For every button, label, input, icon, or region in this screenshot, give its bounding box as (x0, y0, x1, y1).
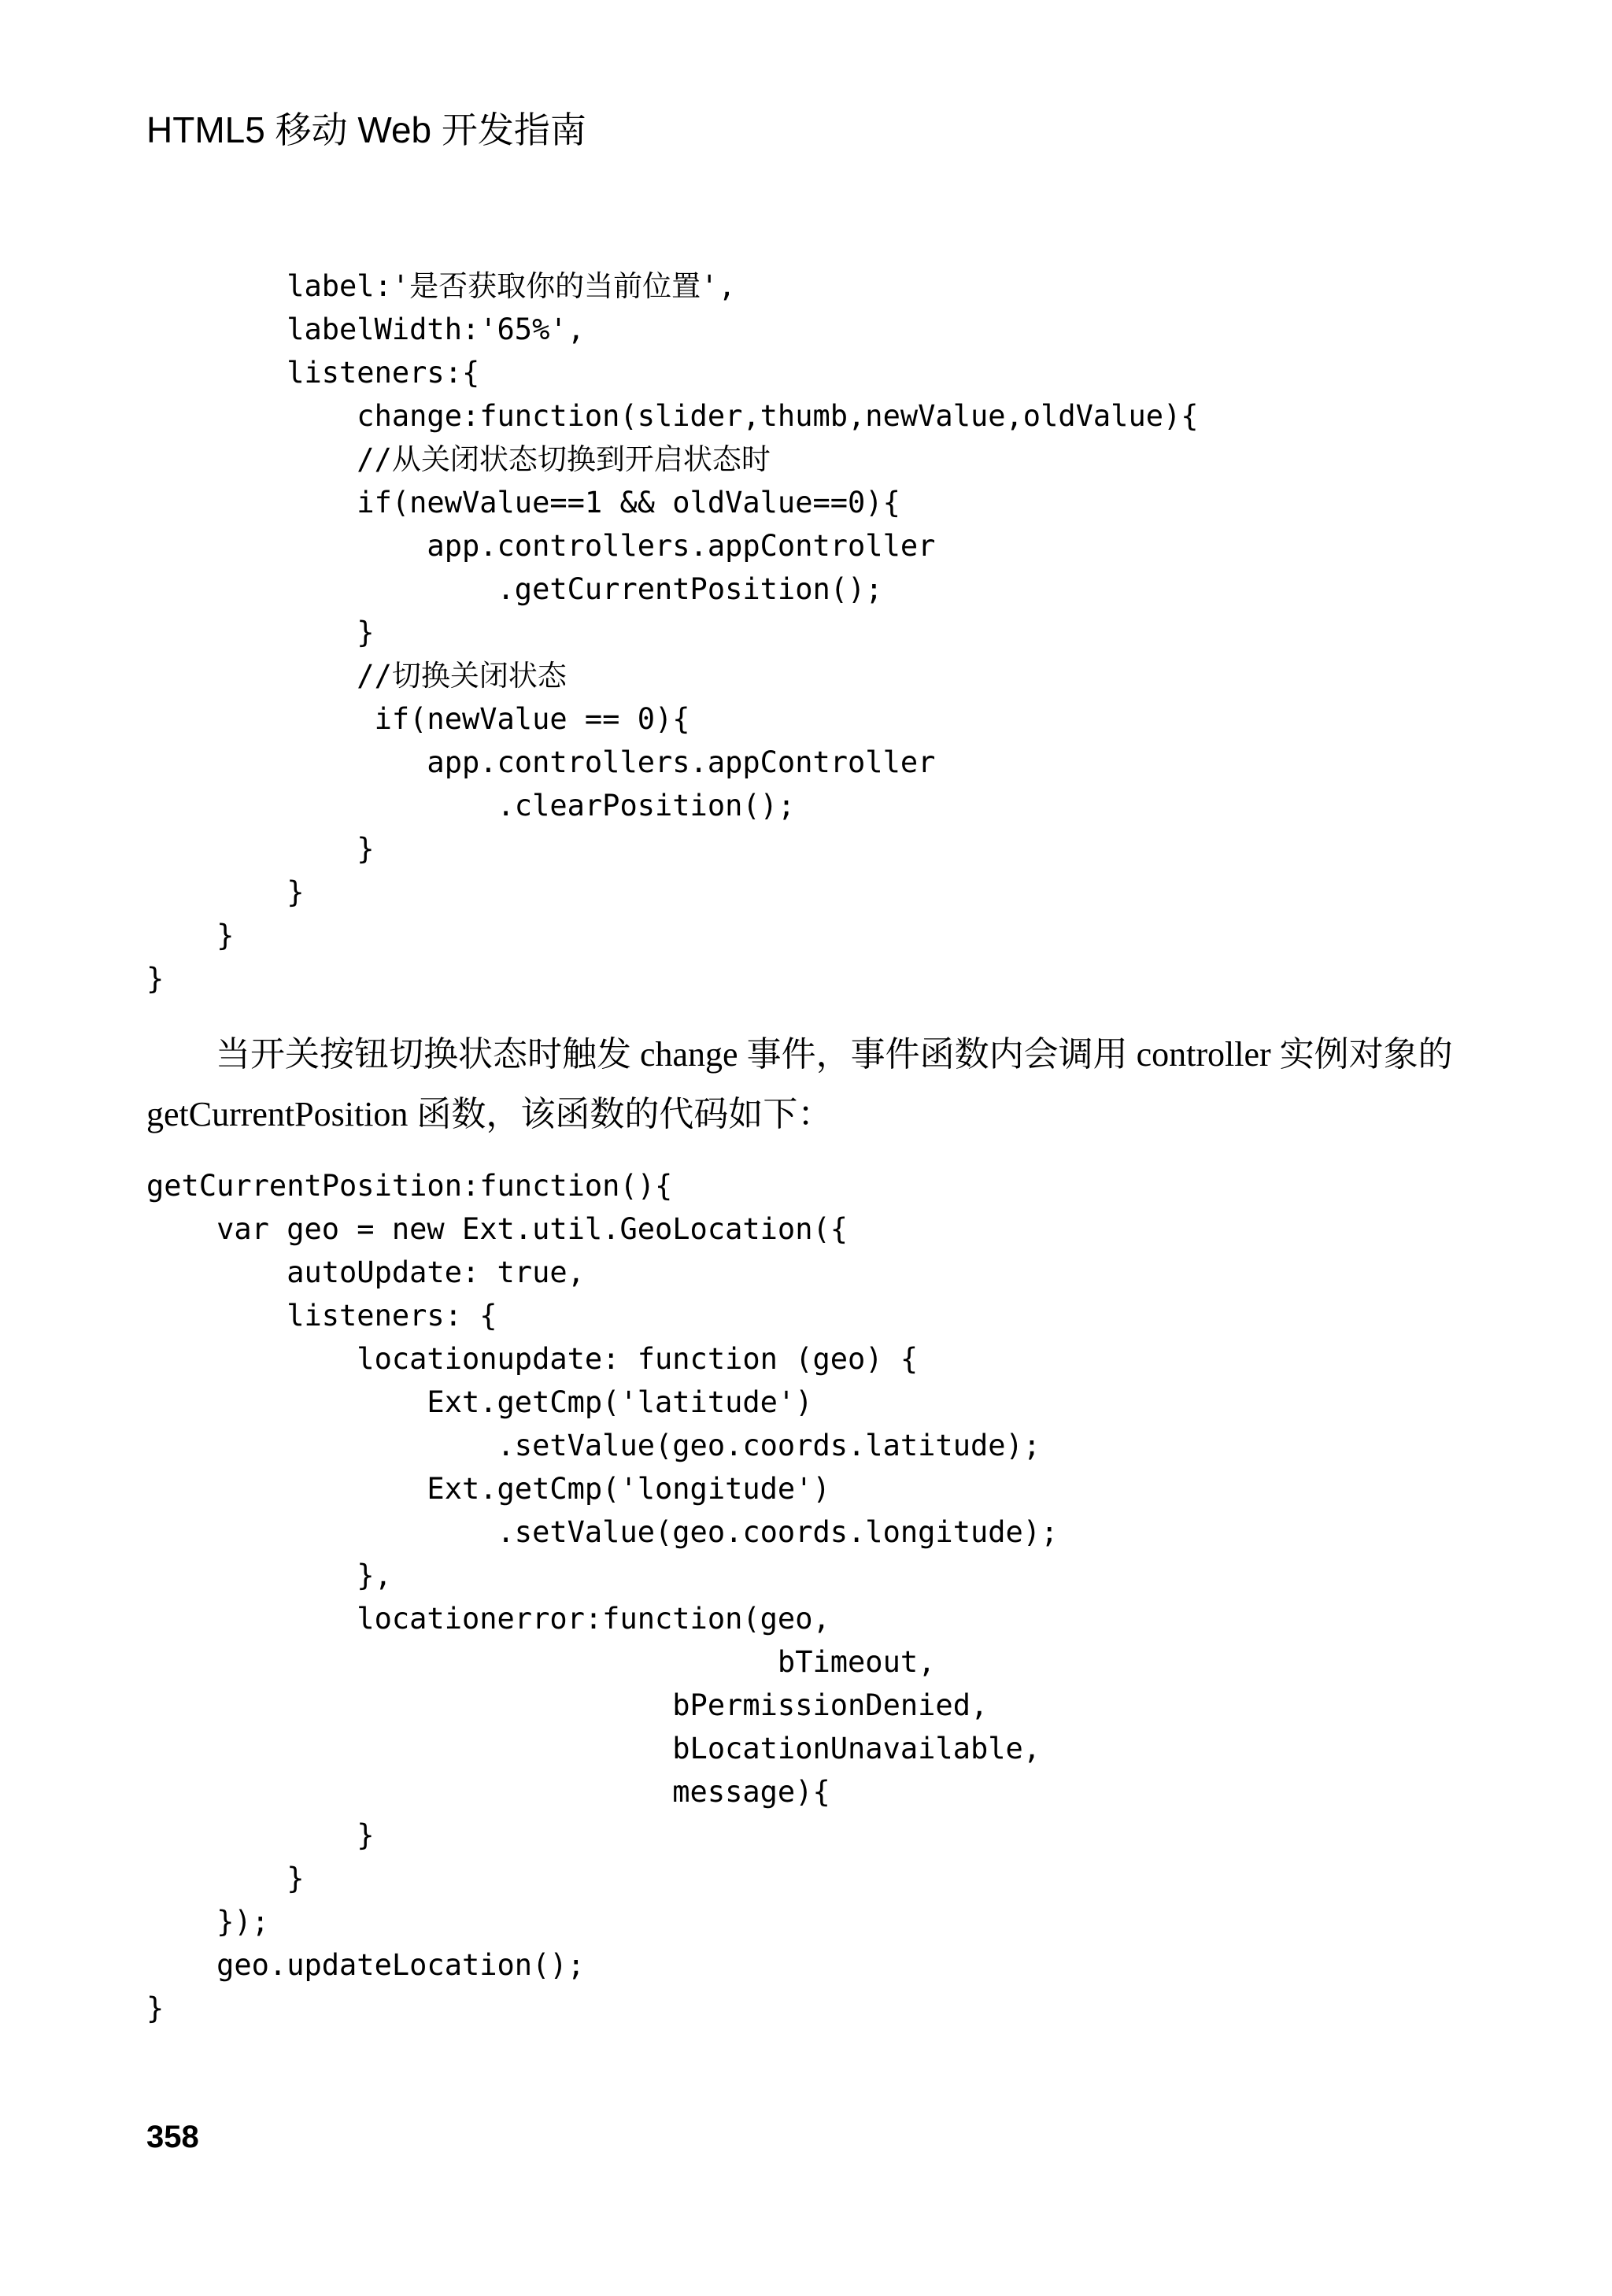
code-line: autoUpdate: true, (146, 1255, 585, 1289)
code-line: bPermissionDenied, (146, 1688, 989, 1722)
code-line: .getCurrentPosition(); (146, 572, 883, 606)
code-line: message){ (146, 1775, 830, 1809)
paragraph-line: getCurrentPosition 函数，该函数的代码如下： (146, 1095, 833, 1133)
code-line: app.controllers.appController (146, 745, 936, 779)
code-line: listeners: { (146, 1299, 497, 1333)
code-line: change:function(slider,thumb,newValue,oldValue){ (146, 399, 1199, 433)
running-header: HTML5 移动 Web 开发指南 (146, 109, 586, 150)
code-line: } (146, 1991, 165, 2025)
code-line: locationerror:function(geo, (146, 1602, 830, 1636)
code-block-slider-listener (146, 264, 1199, 1000)
code-line: listeners:{ (146, 356, 480, 390)
code-line: }); (146, 1905, 269, 1939)
code-line: Ext.getCmp('latitude') (146, 1385, 813, 1419)
code-line: if(newValue==1 && oldValue==0){ (146, 486, 900, 519)
code-line: app.controllers.appController (146, 529, 936, 563)
code-line: Ext.getCmp('longitude') (146, 1472, 830, 1506)
code-line: labelWidth:'65%', (146, 312, 585, 346)
code-line: //切换关闭状态 (146, 659, 567, 693)
code-line: label:'是否获取你的当前位置', (146, 269, 736, 303)
code-line: .clearPosition(); (146, 789, 796, 823)
page-number: 358 (146, 2120, 199, 2154)
code-line: }, (146, 1558, 392, 1592)
code-line: getCurrentPosition:function(){ (146, 1169, 673, 1203)
code-line: //从关闭状态切换到开启状态时 (146, 442, 771, 476)
code-line: } (146, 1862, 305, 1895)
code-line: bTimeout, (146, 1645, 936, 1679)
code-line: } (146, 875, 305, 909)
code-line: .setValue(geo.coords.longitude); (146, 1515, 1059, 1549)
body-paragraph (146, 1025, 1513, 1144)
code-line: locationupdate: function (geo) { (146, 1342, 919, 1376)
code-block-get-current-position (146, 1164, 1058, 2030)
code-line: .setValue(geo.coords.latitude); (146, 1429, 1041, 1462)
code-line: } (146, 1818, 375, 1852)
code-line: bLocationUnavailable, (146, 1732, 1041, 1765)
code-line: } (146, 832, 375, 866)
code-line: } (146, 616, 375, 649)
code-line: var geo = new Ext.util.GeoLocation({ (146, 1212, 849, 1246)
code-line: } (146, 919, 235, 952)
code-line: if(newValue == 0){ (146, 702, 690, 736)
paragraph-line: 当开关按钮切换状态时触发 change 事件，事件函数内会调用 controller 实例对象的 (216, 1035, 1453, 1074)
code-line: geo.updateLocation(); (146, 1948, 585, 1982)
code-line: } (146, 962, 165, 996)
